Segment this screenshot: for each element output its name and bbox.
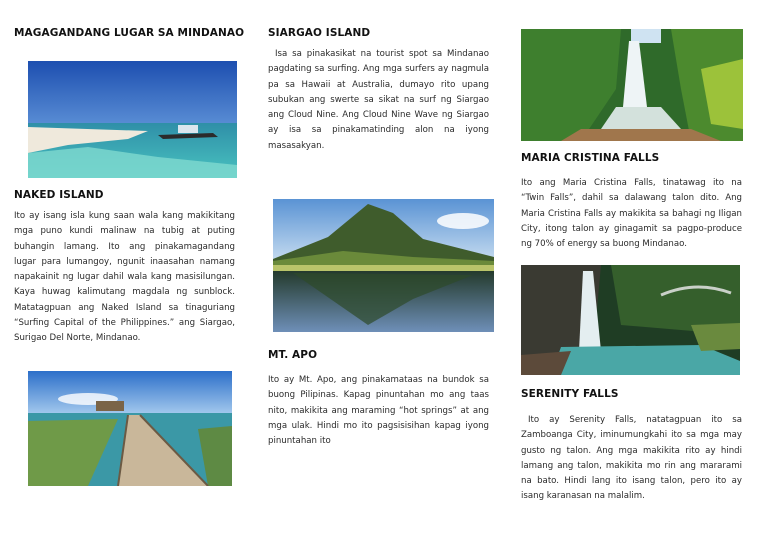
mt-apo-heading: MT. APO (268, 349, 318, 361)
siargao-description: Isa sa pinakasikat na tourist spot sa Mindanao pagdating sa surfing. Ang mga surfers ay nagmula pa sa Hawaii at Australia, dumayo rito upang subukan ang swerte sa sikat na surf ng Siargao ang Cloud Nine. Ang Cloud Nine Wave ng Siargao ay isa sa pinakamatinding alon na iyong masasakyan. (268, 49, 489, 151)
naked-island-description: Ito ay isang isla kung saan wala kang makikitang mga puno kundi malinaw na tubig at puting buhangin lamang. Ito ang pinakamagandang lugar para lumangoy, ngunit inaasahan namang napakainit ng lugar dahil wala kang masisilungan. Kaya huwag kalimutang magdala ng sunblock. Matatagpuan ang Naked Island sa tinaguriang “Surfing Capital of the Philippines.” ang Siargao, Surigao Del Norte, Mindanao. (14, 211, 235, 344)
page-title: MAGAGANDANG LUGAR SA MINDANAO (14, 27, 245, 39)
mt-apo-description: Ito ay Mt. Apo, ang pinakamataas na bundok sa buong Pilipinas. Kapag pinuntahan mo ang taas nito, makikita ang maraming “hot springs” at ang mga ulak. Hindi mo ito pagsisisihan kapag iyong pinuntahan ito (268, 375, 489, 447)
maria-cristina-falls-photo (521, 29, 743, 141)
boardwalk-photo (28, 371, 232, 486)
maria-cristina-falls-heading: MARIA CRISTINA FALLS (521, 152, 660, 164)
serenity-falls-photo (521, 265, 740, 375)
mt-apo-photo (273, 199, 494, 332)
maria-cristina-falls-description: Ito ang Maria Cristina Falls, tinatawag ito na “Twin Falls”, dahil sa dalawang talon dito. Ang Maria Cristina Falls ay makikita sa bahagi ng Iligan City, itong talon ay ginagamit sa pagpo-produce ng 70% of energy sa buong Mindanao. (521, 178, 742, 250)
siargao-heading: SIARGAO ISLAND (268, 27, 371, 39)
naked-island-photo (28, 61, 237, 178)
naked-island-heading: NAKED ISLAND (14, 189, 104, 201)
serenity-falls-heading: SERENITY FALLS (521, 388, 619, 400)
serenity-falls-description: Ito ay Serenity Falls, natatagpuan ito sa Zamboanga City, iminumungkahi ito sa mga may gusto ng talon. Ang mga makikita rito ay hindi lamang ang talon, makikita mo rin ang mararami na bato. Hindi lang ito isang talon, pero ito ay isang karanasan na malalim. (521, 415, 742, 502)
